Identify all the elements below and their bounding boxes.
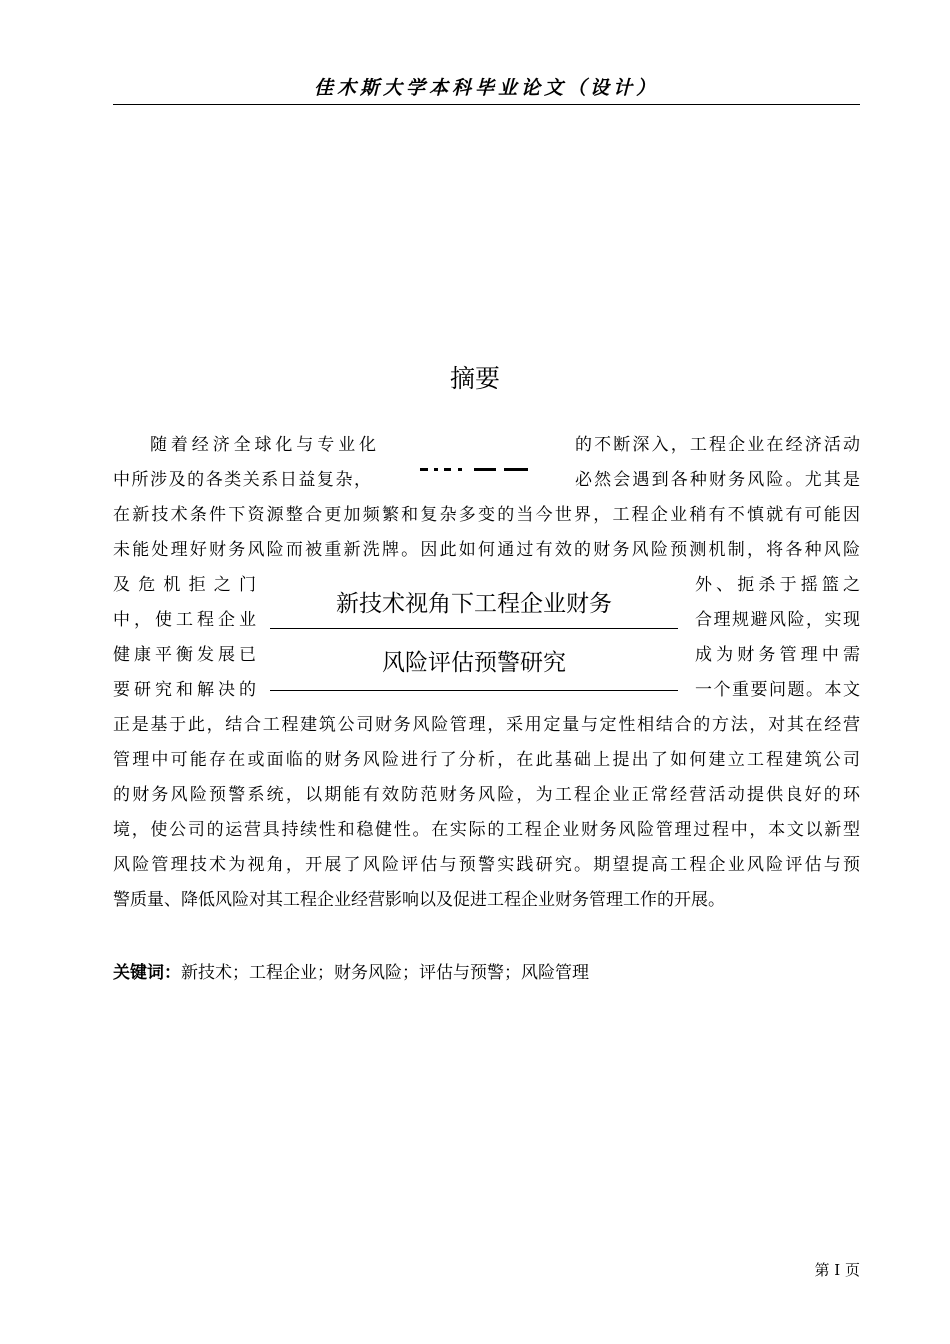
keywords-label: 关键词： [113,963,181,983]
abstract-line-1-left: 随着经济全球化与专业化 [150,435,376,455]
header-rule [113,104,860,105]
overlay-text-fragment [418,465,530,477]
keywords-value: 新技术；工程企业；财务风险；评估与预警；风险管理 [181,963,589,983]
cover-title-line-2: 风险评估预警研究 [382,650,566,676]
abstract-line-6-right: 合理规避风险，实现 [695,610,860,630]
abstract-line-6-left: 中，使工程企业 [113,610,256,630]
keywords [113,958,589,988]
abstract-line-7-left: 健康平衡发展已 [113,645,256,665]
cover-title-line-1: 新技术视角下工程企业财务 [336,591,612,617]
abstract-line-4: 未能处理好财务风险而被重新洗牌。因此如何通过有效的财务风险预测机制，将各种风险 [113,540,860,560]
abstract-line-3: 在新技术条件下资源整合更加频繁和复杂多变的当今世界，工程企业稍有不慎就有可能因 [113,505,860,525]
abstract-line-1-right: 的不断深入，工程企业在经济活动 [575,435,860,455]
abstract-line-5-left: 及危机拒之门 [113,575,256,595]
page-number: 第 I 页 [814,1261,860,1279]
abstract-line-8-left: 要研究和解决的 [113,680,256,700]
abstract-line-12: 境，使公司的运营具持续性和稳健性。在实际的工程企业财务风险管理过程中，本文以新型 [113,820,860,840]
abstract-line-14: 警质量、降低风险对其工程企业经营影响以及促进工程企业财务管理工作的开展。 [113,890,725,910]
abstract-line-11: 的财务风险预警系统，以期能有效防范财务风险，为工程企业正常经营活动提供良好的环 [113,785,860,805]
abstract-heading: 摘要 [449,364,500,393]
abstract-line-7-right: 成为财务管理中需 [695,645,860,665]
abstract-line-2-left: 中所涉及的各类关系日益复杂， [113,470,371,490]
abstract-line-5-right: 外、扼杀于摇篮之 [695,575,860,595]
abstract-line-10: 管理中可能存在或面临的财务风险进行了分析，在此基础上提出了如何建立工程建筑公司 [113,750,860,770]
abstract-line-13: 风险管理技术为视角，开展了风险评估与预警实践研究。期望提高工程企业风险评估与预 [113,855,860,875]
cover-title-rule-1 [270,628,678,629]
abstract-line-8-right: 一个重要问题。本文 [695,680,860,700]
cover-title-rule-2 [270,690,678,691]
page-header-title: 佳木斯大学本科毕业论文（设计） [313,77,659,99]
abstract-line-9: 正是基于此，结合工程建筑公司财务风险管理，采用定量与定性相结合的方法，对其在经营 [113,715,860,735]
abstract-line-2-right: 必然会遇到各种财务风险。尤其是 [575,470,860,490]
